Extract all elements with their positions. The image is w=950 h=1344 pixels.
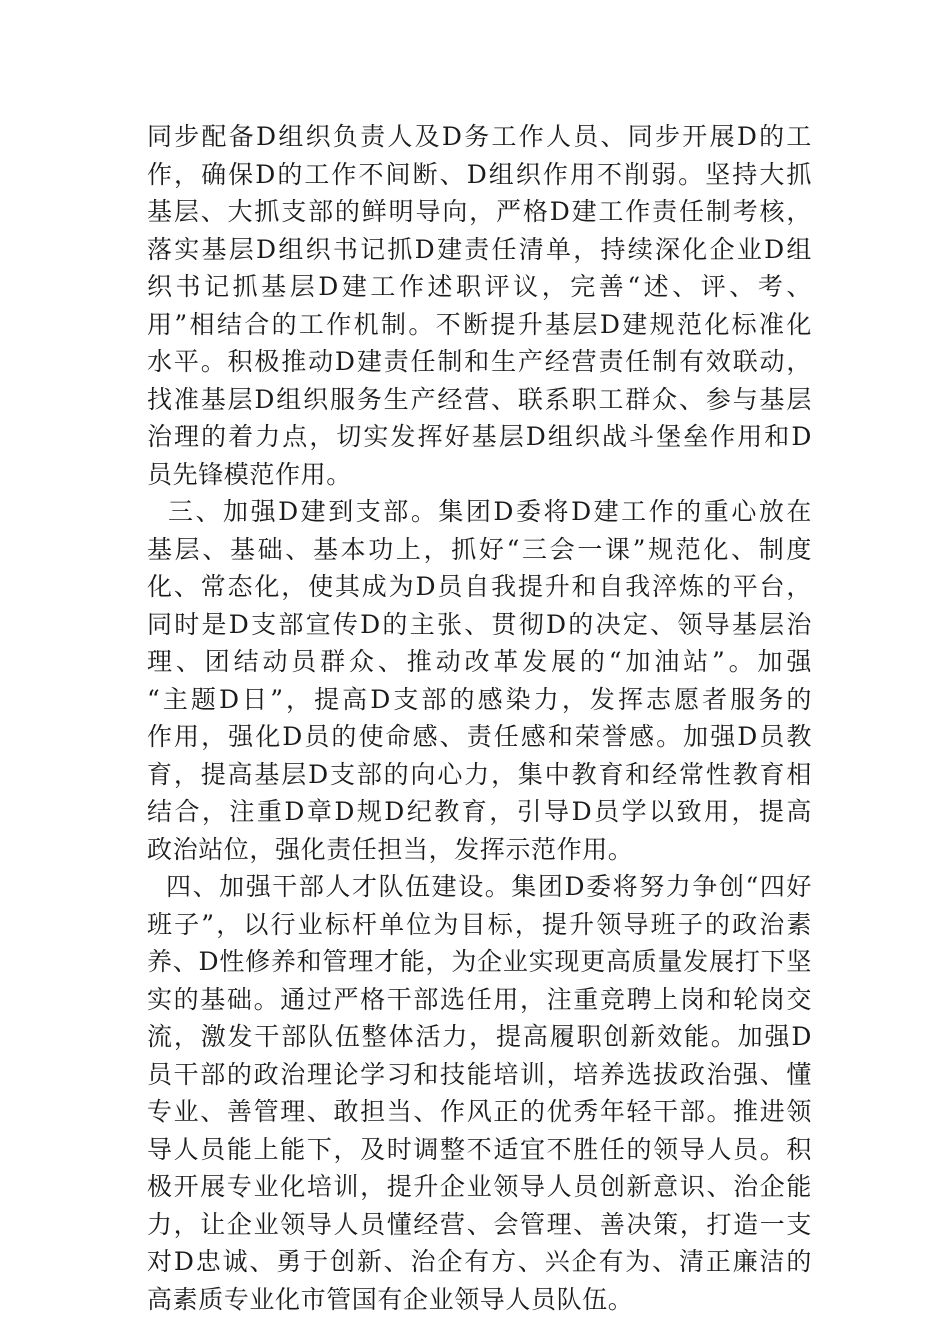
document-page bbox=[147, 118, 812, 1318]
text-line: 织书记抓基层D建工作述职评议，完善“述、评、考、 bbox=[147, 272, 812, 301]
text-line: 高素质专业化市管国有企业领导人员队伍。 bbox=[147, 1284, 634, 1314]
text-line: 三、加强D建到支部。集团D委将D建工作的重心放在 bbox=[147, 497, 812, 526]
text-line: 基层、基础、基本功上，抓好“三会一课”规范化、制度 bbox=[147, 534, 812, 564]
paragraph-3 bbox=[147, 868, 812, 1318]
text-line: 流，激发干部队伍整体活力，提高履职创新效能。加强D bbox=[147, 1022, 812, 1051]
text-line: 找准基层D组织服务生产经营、联系职工群众、参与基层 bbox=[147, 384, 812, 414]
text-line: 班子”，以行业标杆单位为目标，提升领导班子的政治素 bbox=[147, 909, 812, 939]
text-line: 育，提高基层D支部的向心力，集中教育和经常性教育相 bbox=[147, 759, 812, 789]
text-line: “主题D日”，提高D支部的感染力，发挥志愿者服务的 bbox=[147, 684, 812, 714]
text-line: 政治站位，强化责任担当，发挥示范作用。 bbox=[147, 834, 634, 864]
text-line: 用”相结合的工作机制。不断提升基层D建规范化标准化 bbox=[147, 309, 812, 339]
text-line: 导人员能上能下，及时调整不适宜不胜任的领导人员。积 bbox=[147, 1134, 812, 1164]
text-line: 员先锋模范作用。 bbox=[147, 459, 352, 489]
paragraph-2 bbox=[147, 493, 812, 868]
text-line: 实的基础。通过严格干部选任用，注重竞聘上岗和轮岗交 bbox=[147, 984, 812, 1014]
text-line: 落实基层D组织书记抓D建责任清单，持续深化企业D组 bbox=[147, 234, 812, 264]
text-line: 养、D性修养和管理才能，为企业实现更高质量发展打下坚 bbox=[147, 947, 812, 976]
text-line: 专业、善管理、敢担当、作风正的优秀年轻干部。推进领 bbox=[147, 1097, 812, 1126]
text-line: 同时是D支部宣传D的主张、贯彻D的决定、领导基层治 bbox=[147, 609, 812, 639]
text-line: 作，确保D的工作不间断、D组织作用不削弱。坚持大抓 bbox=[147, 159, 812, 189]
text-line: 治理的着力点，切实发挥好基层D组织战斗堡垒作用和D bbox=[147, 422, 812, 451]
paragraph-1 bbox=[147, 118, 812, 493]
text-line: 水平。积极推动D建责任制和生产经营责任制有效联动， bbox=[147, 347, 812, 376]
text-line: 四、加强干部人才队伍建设。集团D委将努力争创“四好 bbox=[147, 872, 812, 901]
text-line: 理、团结动员群众、推动改革发展的“加油站”。加强 bbox=[147, 647, 812, 676]
text-line: 极开展专业化培训，提升企业领导人员创新意识、治企能 bbox=[147, 1172, 812, 1201]
text-line: 对D忠诚、勇于创新、治企有方、兴企有为、清正廉洁的 bbox=[147, 1247, 812, 1276]
text-line: 作用，强化D员的使命感、责任感和荣誉感。加强D员教 bbox=[147, 722, 812, 751]
text-line: 员干部的政治理论学习和技能培训，培养选拔政治强、懂 bbox=[147, 1059, 812, 1089]
text-line: 基层、大抓支部的鲜明导向，严格D建工作责任制考核， bbox=[147, 197, 812, 226]
text-line: 同步配备D组织负责人及D务工作人员、同步开展D的工 bbox=[147, 122, 812, 151]
text-line: 化、常态化，使其成为D员自我提升和自我淬炼的平台， bbox=[147, 572, 812, 601]
text-line: 结合，注重D章D规D纪教育，引导D员学以致用，提高 bbox=[147, 797, 812, 826]
text-line: 力，让企业领导人员懂经营、会管理、善决策，打造一支 bbox=[147, 1209, 812, 1239]
